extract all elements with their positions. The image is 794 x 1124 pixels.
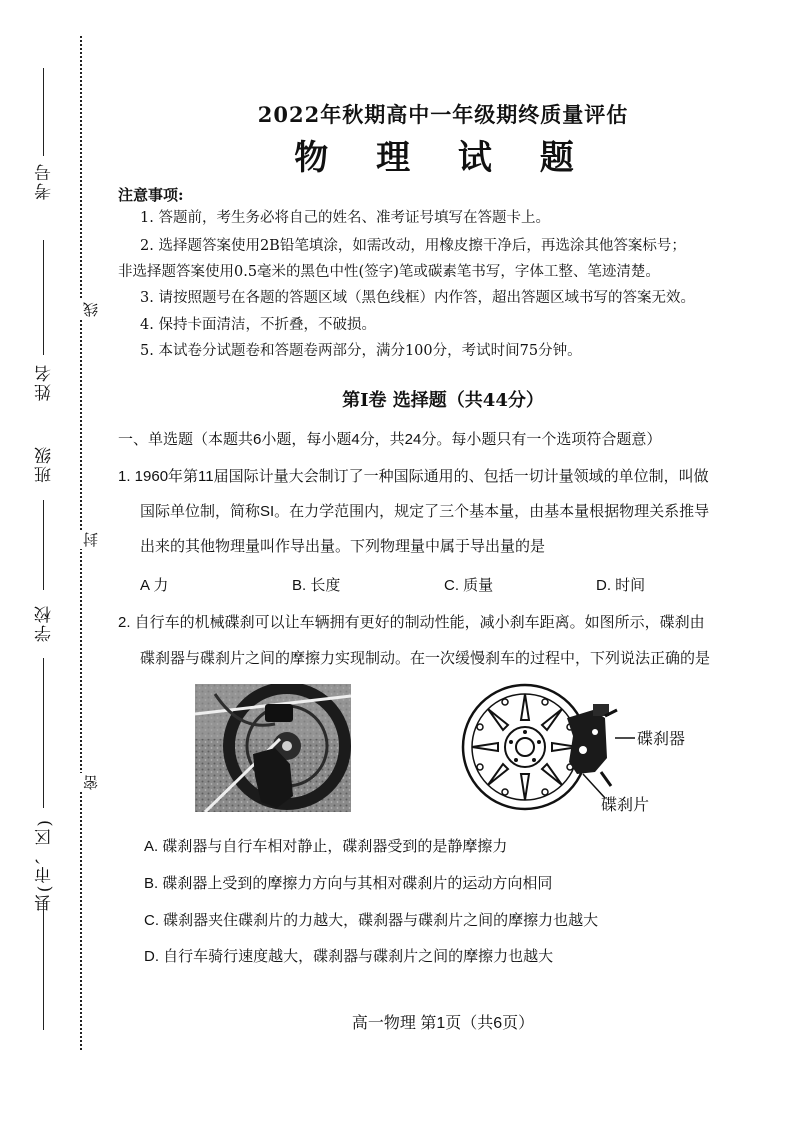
notice-item-2-cont: 非选择题答案使用0.5毫米的黑色中性(签字)笔或碳素笔书写，字体工整、笔迹清楚。 — [118, 264, 660, 280]
exam-number-line — [43, 68, 44, 156]
notice-item-5: 5. 本试卷分试题卷和答题卷两部分，满分100分，考试时间75分钟。 — [140, 343, 582, 359]
section-heading: 第Ⅰ卷 选择题（共44分） — [342, 390, 544, 411]
exam-subtitle: 2022年秋期高中一年级期终质量评估 — [257, 102, 629, 127]
q2-option-d: D. 自行车骑行速度越大，碟刹器与碟刹片之间的摩擦力也越大 — [144, 948, 554, 965]
caliper-label: 碟刹器 — [637, 731, 686, 748]
q1-option-b: B. 长度 — [292, 577, 341, 594]
q1-line-2: 国际单位制，简称SI。在力学范围内，规定了三个基本量，由基本量根据物理关系推导 — [140, 503, 710, 520]
school-line — [43, 658, 44, 808]
seal-char-line: 线 — [82, 302, 100, 317]
class-label: 班级 — [35, 445, 55, 483]
q1-option-c: C. 质量 — [444, 577, 494, 594]
q1-options — [140, 574, 750, 595]
notice-item-3: 3. 请按照题号在各题的答题区域（黑色线框）内作答，超出答题区域书写的答案无效。 — [140, 290, 695, 306]
county-label: 县(市、区) — [35, 818, 55, 912]
q1-option-a: A 力 — [140, 577, 169, 594]
seal-char-secret: 密 — [82, 775, 100, 790]
page-footer: 高一物理 第1页（共6页） — [351, 1015, 535, 1032]
brake-disc-drawing — [463, 685, 587, 809]
notice-item-4: 4. 保持卡面清洁，不折叠，不破损。 — [140, 317, 376, 333]
name-label: 姓名 — [35, 363, 55, 401]
name-line — [43, 240, 44, 355]
notice-item-2: 2. 选择题答案使用2B铅笔填涂，如需改动，用橡皮擦干净后，再选涂其他答案标号； — [140, 238, 686, 254]
exam-number-label: 考号 — [35, 162, 55, 200]
brake-photo — [195, 684, 351, 812]
notice-heading: 注意事项: — [118, 186, 184, 204]
county-line — [43, 900, 44, 1030]
q2-option-b: B. 碟刹器上受到的摩擦力方向与其相对碟刹片的运动方向相同 — [144, 875, 553, 892]
disc-brake-diagram — [455, 680, 705, 815]
seal-char-seal: 封 — [82, 532, 100, 547]
school-label: 学校 — [35, 604, 55, 642]
q1-option-d: D. 时间 — [596, 577, 646, 594]
q2-option-a: A. 碟刹器与自行车相对静止，碟刹器受到的是静摩擦力 — [144, 838, 508, 855]
notice-item-1: 1. 答题前，考生务必将自己的姓名、准考证号填写在答题卡上。 — [140, 210, 550, 226]
q2-option-c: C. 碟刹器夹住碟刹片的力越大，碟刹器与碟刹片之间的摩擦力也越大 — [144, 912, 599, 929]
q1-line-3: 出来的其他物理量叫作导出量。下列物理量中属于导出量的是 — [140, 538, 546, 555]
q2-line-2: 碟刹器与碟刹片之间的摩擦力实现制动。在一次缓慢刹车的过程中，下列说法正确的是 — [140, 650, 711, 667]
exam-title: 物 理 试 题 — [294, 138, 592, 178]
binding-margin — [0, 0, 100, 1124]
disc-label: 碟刹片 — [601, 797, 650, 814]
q1-line-1: 1. 1960年第11届国际计量大会制订了一种国际通用的、包括一切计量领域的单位制，叫做 — [118, 468, 709, 485]
q2-line-1: 2. 自行车的机械碟刹可以让车辆拥有更好的制动性能，减小刹车距离。如图所示，碟刹由 — [118, 614, 705, 631]
part1-heading: 一、单选题（本题共6小题，每小题4分，共24分。每小题只有一个选项符合题意） — [118, 431, 662, 448]
class-line — [43, 500, 44, 590]
